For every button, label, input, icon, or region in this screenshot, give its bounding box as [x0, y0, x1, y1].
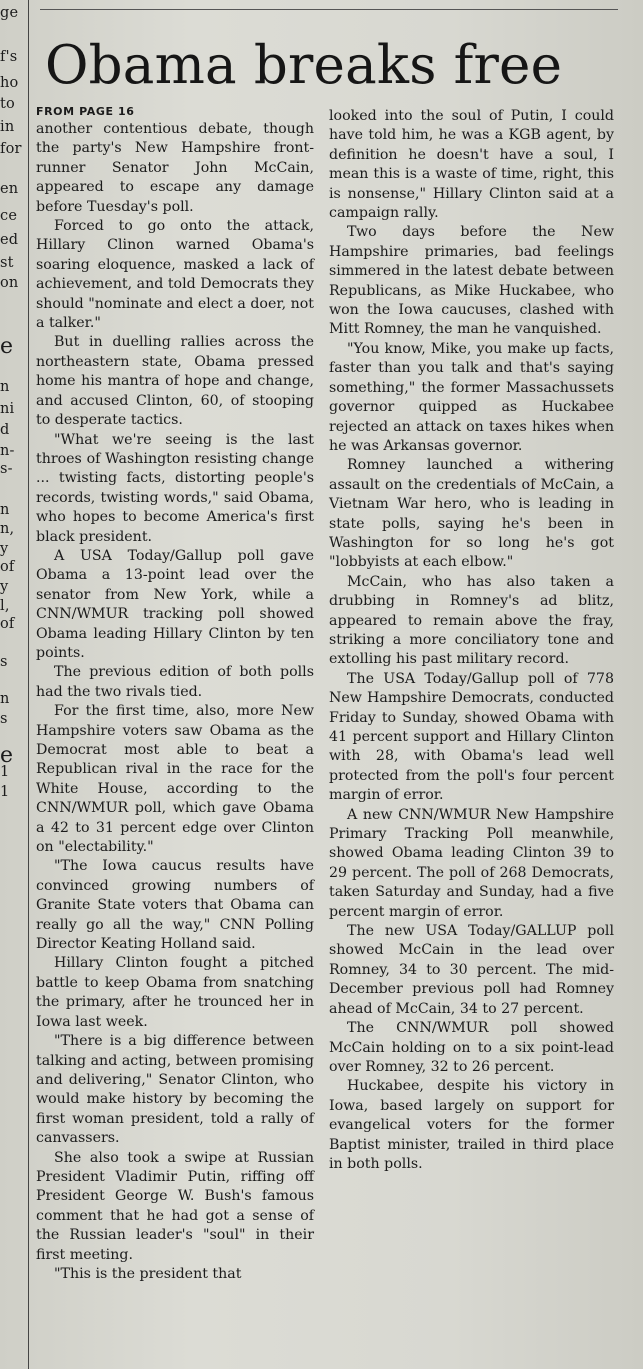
- fragment-text: n: [0, 691, 10, 707]
- paragraph: another contentious debate, though the party's New Hampshire front-runner Senator John McCain, appeared to escape any damage before Tuesday's poll.: [36, 121, 314, 215]
- paragraph: The CNN/WMUR poll showed McCain holding on to a six point-lead over Romney, 32 to 26 percent.: [329, 1020, 614, 1075]
- article-column-1: [36, 104, 314, 1364]
- paragraph: "The Iowa caucus results have convinced growing numbers of Granite State voters that Obama can really go all the way," CNN Polling Director Keating Holland said.: [36, 858, 314, 953]
- top-rule: [40, 9, 618, 10]
- fragment-text: e: [0, 743, 14, 768]
- fragment-text: st: [0, 255, 14, 271]
- paragraph: "This is the president that: [54, 1265, 242, 1282]
- paragraph: The new USA Today/GALLUP poll showed McCain in the lead over Romney, 34 to 30 percent. The mid-December previous poll had Romney ahead of McCain, 34 to 27 percent.: [329, 923, 614, 1017]
- adjacent-column-fragment: [0, 0, 26, 1369]
- fragment-text: d: [0, 422, 10, 438]
- fragment-text: n-: [0, 443, 15, 459]
- fragment-text: en: [0, 181, 19, 197]
- fragment-text: ge: [0, 5, 19, 21]
- column-divider: [28, 0, 29, 1369]
- paragraph: Two days before the New Hampshire primaries, bad feelings simmered in the latest debate between Republicans, as Mike Huckabee, who won the Iowa caucuses, clashed with Mitt Romney, the man he vanquished.: [329, 224, 614, 338]
- paragraph: But in duelling rallies across the northeastern state, Obama pressed home his mantra of hope and change, and accused Clinton, 60, of stooping to desperate tactics.: [36, 334, 314, 429]
- paragraph: The previous edition of both polls had the two rivals tied.: [36, 664, 314, 700]
- fragment-text: ed: [0, 232, 19, 248]
- fragment-text: e: [0, 334, 14, 359]
- paragraph: She also took a swipe at Russian President Vladimir Putin, riffing off President George W. Bush's famous comment that he had got a sense of the Russian leader's "soul" in their first meeting.: [36, 1149, 314, 1263]
- paragraph: For the first time, also, more New Hampshire voters saw Obama as the Democrat most able to beat a Republican rival in the race for the White House, according to the CNN/WMUR poll, which gave Obama a 42 to 31 percent edge over Clinton on "electability.": [36, 703, 314, 856]
- fragment-text: y: [0, 579, 9, 595]
- fragment-text: f's: [0, 49, 18, 65]
- fragment-text: y: [0, 541, 9, 557]
- fragment-text: n: [0, 379, 10, 395]
- fragment-text: 1: [0, 784, 10, 800]
- article-column-2: [329, 107, 614, 1367]
- paragraph: McCain, who has also taken a drubbing in Romney's ad blitz, appeared to remain above the fray, striking a more conciliatory tone and extolling his past military record.: [329, 573, 614, 668]
- paragraph: Huckabee, despite his victory in Iowa, based largely on support for evangelical voters for the former Baptist minister, trailed in third place in both polls.: [329, 1078, 614, 1172]
- headline: Obama breaks free: [45, 35, 563, 96]
- fragment-text: ce: [0, 208, 18, 224]
- paragraph: The USA Today/Gallup poll of 778 New Hampshire Democrats, conducted Friday to Sunday, showed Obama with 41 percent support and Hillary Clinton with 28, with Obama's lead well protected from the poll's four percent margin of error.: [329, 670, 614, 804]
- fragment-text: s: [0, 654, 8, 670]
- fragment-text: ho: [0, 75, 19, 91]
- jump-line: FROM PAGE 16: [36, 105, 135, 118]
- fragment-text: l,: [0, 598, 10, 614]
- fragment-text: s: [0, 711, 8, 727]
- paragraph: Hillary Clinton fought a pitched battle to keep Obama from snatching the primary, after he trounced her in Iowa last week.: [36, 955, 314, 1030]
- fragment-text: s-: [0, 461, 13, 477]
- paragraph: looked into the soul of Putin, I could have told him, he was a KGB agent, by definition he doesn't have a soul, I mean this is a waste of time, right, this is nonsense," Hillary Clinton said at a campaign rally.: [329, 108, 614, 222]
- fragment-text: of: [0, 559, 15, 575]
- paragraph: Romney launched a withering assault on the credentials of McCain, a Vietnam War hero, who is leading in state polls, saying he's been in Washington for so long he's got "lobbyists at each elbow.": [329, 457, 614, 571]
- fragment-text: in: [0, 119, 15, 135]
- fragment-text: n: [0, 502, 10, 518]
- paragraph: "You know, Mike, you make up facts, faster than you talk and that's saying something," the former Massachussets governor quipped as Huckabee rejected an attack on taxes hikes when he was Arkansas governor.: [329, 340, 614, 454]
- fragment-text: on: [0, 275, 19, 291]
- fragment-text: to: [0, 96, 15, 112]
- paragraph: A USA Today/Gallup poll gave Obama a 13-point lead over the senator from New York, while a CNN/WMUR tracking poll showed Obama leading Hillary Clinton by ten points.: [36, 547, 314, 661]
- fragment-text: for: [0, 141, 22, 157]
- fragment-text: 1: [0, 764, 10, 780]
- paragraph: "There is a big difference between talking and acting, between promising and delivering," Senator Clinton, who would make history by becoming the first woman president, told a rally of canvassers.: [36, 1033, 314, 1147]
- paragraph: A new CNN/WMUR New Hampshire Primary Tracking Poll meanwhile, showed Obama leading Clinton 39 to 29 percent. The poll of 268 Democrats, taken Saturday and Sunday, had a five percent margin of error.: [329, 806, 614, 920]
- paragraph: Forced to go onto the attack, Hillary Clinon warned Obama's soaring eloquence, masked a lack of achievement, and told Democrats they should "nominate and elect a doer, not a talker.": [36, 218, 314, 332]
- fragment-text: of: [0, 616, 15, 632]
- paragraph: "What we're seeing is the last throes of Washington resisting change ... twisting facts, distorting people's records, twisting words," said Obama, who hopes to become America's first black president.: [36, 431, 314, 545]
- fragment-text: ni: [0, 401, 15, 417]
- fragment-text: n,: [0, 521, 15, 537]
